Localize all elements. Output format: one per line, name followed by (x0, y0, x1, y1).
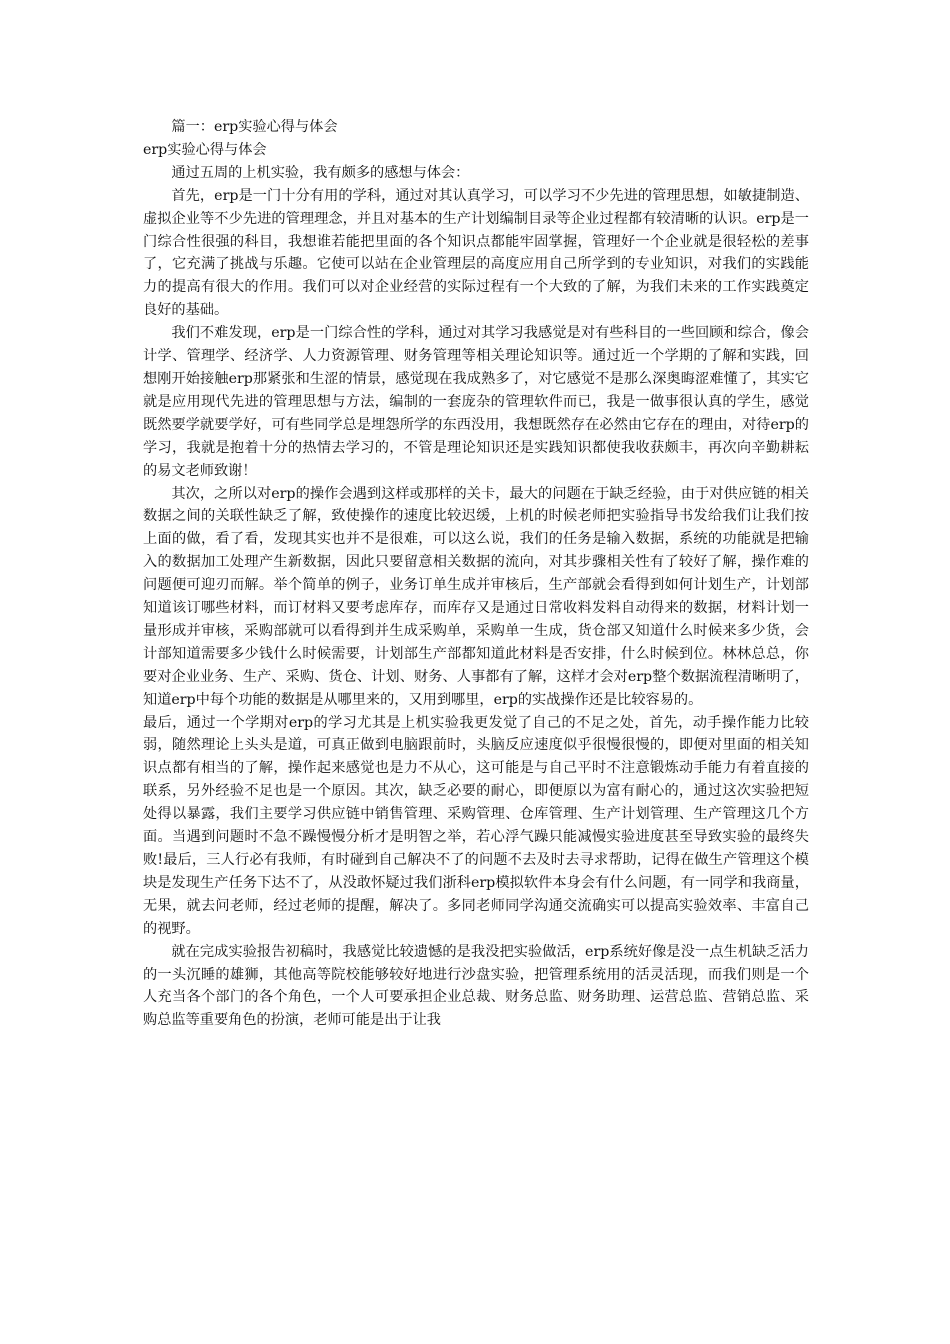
paragraph-first: 首先，erp是一门十分有用的学科，通过对其认真学习，可以学习不少先进的管理思想，如敏捷制造、虚拟企业等不少先进的管理理念，并且对基本的生产计划编制目录等企业过程都有较清晰的认识。erp是一门综合性很强的科目，我想谁若能把里面的各个知识点都能牢固掌握，管理好一个企业就是很轻松的差事了，它充满了挑战与乐趣。它使可以站在企业管理层的高度应用自己所学到的专业知识，对我们的实践能力的提高有很大的作用。我们可以对企业经营的实际过程有一个大致的了解，为我们未来的工作实践奠定良好的基础。 (143, 187, 809, 319)
document-heading: 篇一：erp实验心得与体会 (171, 119, 338, 135)
document-body (143, 116, 809, 1032)
paragraph-second: 其次，之所以对erp的操作会遇到这样或那样的关卡，最大的问题在于缺乏经验，由于对供应链的相关数据之间的关联性缺乏了解，致使操作的速度比较迟缓，上机的时候老师把实验指导书发给我们让我们按上面的做，看了看，发现其实也并不是很难，可以这么说，我们的任务是输入数据，系统的功能就是把输入的数据加工处理产生新数据，因此只要留意相关数据的流向，对其步骤相关性有了较好了解，操作难的问题便可迎刃而解。举个简单的例子，业务订单生成并审核后，生产部就会看得到如何计划生产，计划部知道该订哪些材料，而订材料又要考虑库存，而库存又是通过日常收料发料自动得来的数据，材料计划一量形成并审核，采购部就可以看得到并生成采购单，采购单一生成，货仓部又知道什么时候来多少货，会计部知道需要多少钱什么时候需要，计划部生产部都知道此材料是否安排，什么时候到位。林林总总，你要对企业业务、生产、采购、货仓、计划、财务、人事都有了解，这样才会对erp整个数据流程清晰明了，知道erp中每个功能的数据是从哪里来的，又用到哪里，erp的实战操作还是比较容易的。 (143, 485, 809, 708)
paragraph-last: 最后，通过一个学期对erp的学习尤其是上机实验我更发觉了自己的不足之处，首先，动手操作能力比较弱，随然理论上头头是道，可真正做到电脑跟前时，头脑反应速度似乎很慢很慢的，即便对里面的相关知识点都有相当的了解，操作起来感觉也是力不从心，这可能是与自己平时不注意锻炼动手能力有着直接的联系，另外经验不足也是一个原因。其次，缺乏必要的耐心，即便原以为富有耐心的，通过这次实验把短处得以暴露，我们主要学习供应链中销售管理、采购管理、仓库管理、生产计划管理、生产管理这几个方面。当遇到问题时不急不躁慢慢分析才是明智之举，若心浮气躁只能减慢实验进度甚至导致实验的最终失败!最后，三人行必有我师，有时碰到自己解决不了的问题不去及时去寻求帮助，记得在做生产管理这个模块是发现生产任务下达不了，从没敢怀疑过我们浙科erp模拟软件本身会有什么问题，有一同学和我商量，无果，就去问老师，经过老师的提醒，解决了。多同老师同学沟通交流确实可以提高实验效率、丰富自己的视野。 (143, 714, 809, 937)
document-subheading: erp实验心得与体会 (143, 141, 267, 158)
paragraph-discovery: 我们不难发现，erp是一门综合性的学科，通过对其学习我感觉是对有些科目的一些回顾和综合，像会计学、管理学、经济学、人力资源管理、财务管理等相关理论知识等。通过近一个学期的了解和实践，回想刚开始接触erp那紧张和生涩的情景，感觉现在我成熟多了，对它感觉不是那么深奥晦涩难懂了，其实它就是应用现代先进的管理思想与方法，编制的一套庞杂的管理软件而已，我是一做事很认真的学生，感觉既然要学就要学好，可有些同学总是埋怨所学的东西没用，我想既然存在必然由它存在的理由，对待erp的学习，我就是抱着十分的热情去学习的，不管是理论知识还是实践知识都使我收获颇丰，再次向辛勤耕耘的易文老师致谢！ (143, 325, 809, 479)
paragraph-intro: 通过五周的上机实验，我有颇多的感想与体会： (171, 164, 470, 181)
paragraph-report: 就在完成实验报告初稿时，我感觉比较遗憾的是我没把实验做活，erp系统好像是没一点生机缺乏活力的一头沉睡的雄狮，其他高等院校能够较好地进行沙盘实验，把管理系统用的活灵活现，而我们则是一个人充当各个部门的各个角色，一个人可要承担企业总裁、财务总监、财务助理、运营总监、营销总监、采购总监等重要角色的扮演，老师可能是出于让我 (143, 943, 809, 1029)
